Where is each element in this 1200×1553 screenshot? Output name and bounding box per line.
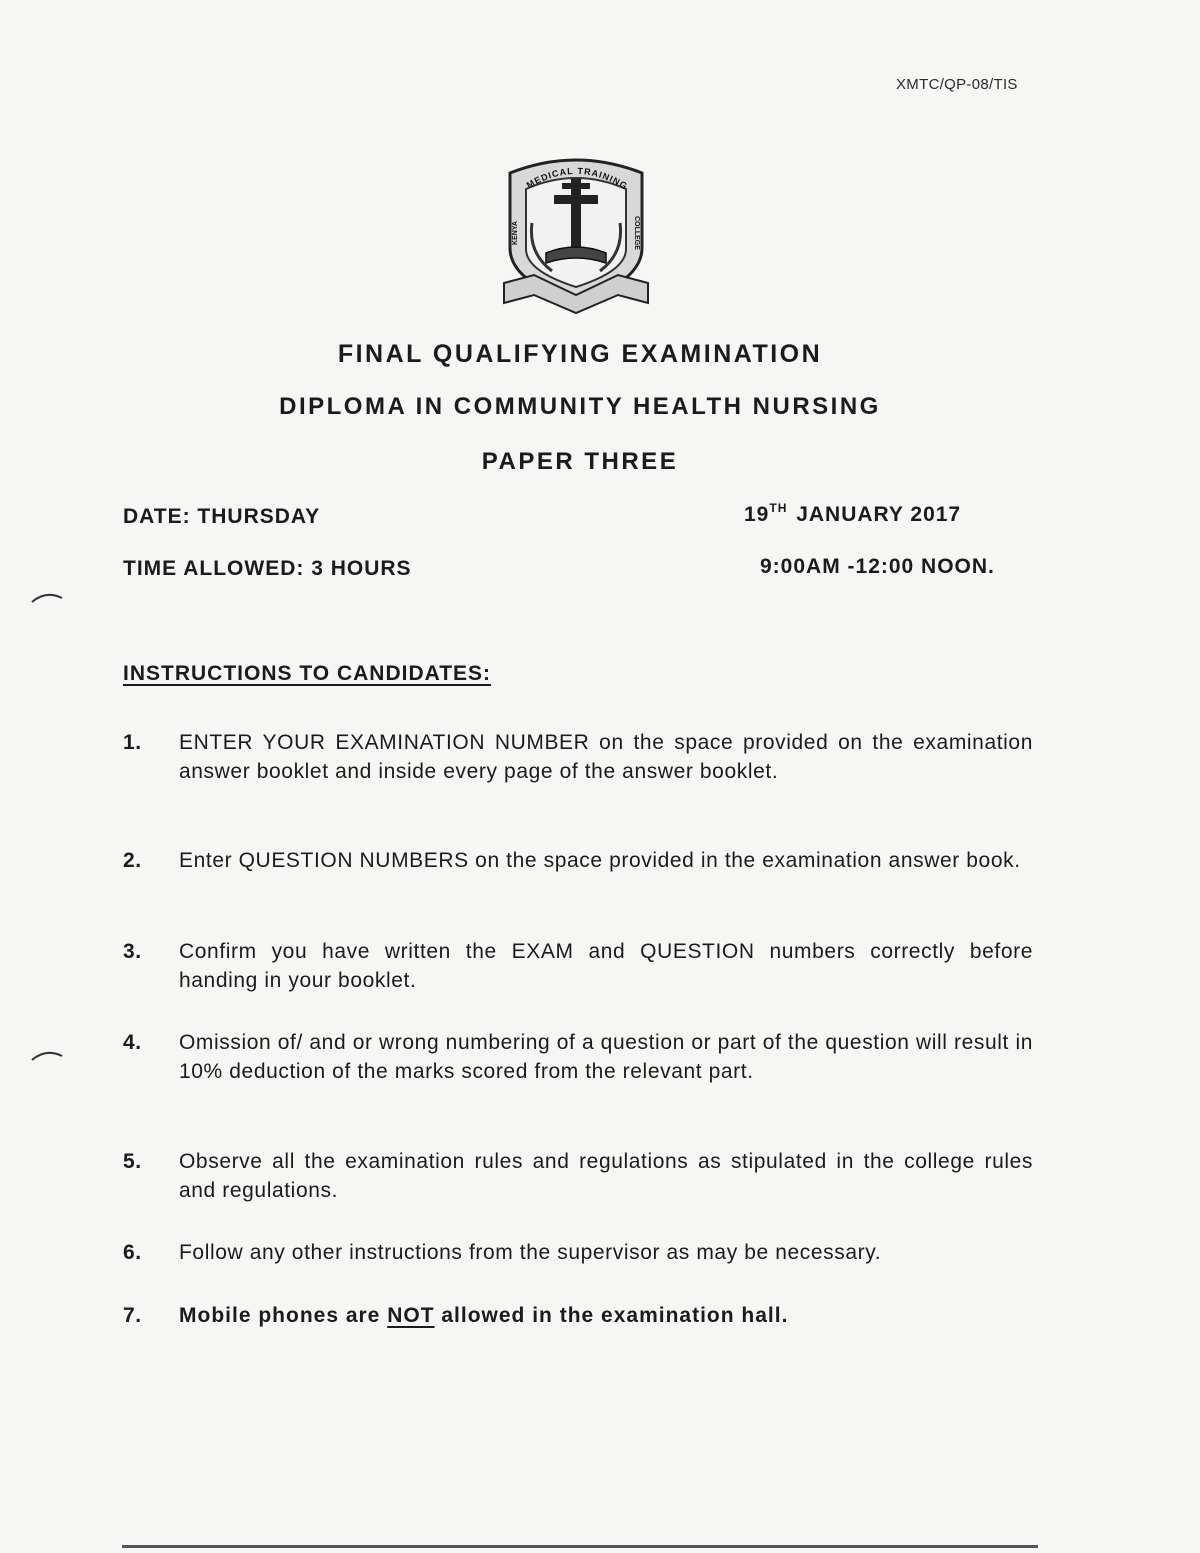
- instruction-text: Follow any other instructions from the supervisor as may be necessary.: [179, 1241, 882, 1264]
- programme-title: DIPLOMA IN COMMUNITY HEALTH NURSING: [279, 393, 881, 420]
- crest-logo: [500, 153, 652, 315]
- instruction-number: 5.: [123, 1150, 142, 1173]
- instruction-text-before: Mobile phones are: [179, 1304, 388, 1327]
- instruction-number: 3.: [123, 940, 142, 963]
- date-suffix: TH: [769, 501, 788, 515]
- instruction-item-2: [123, 846, 1033, 875]
- time-allowed: TIME ALLOWED: 3 HOURS: [123, 557, 412, 580]
- paper-title: PAPER THREE: [481, 448, 679, 475]
- punch-hole-mark: [30, 1048, 66, 1062]
- instruction-item-3: [123, 937, 1033, 995]
- instruction-text: Confirm you have written the EXAM and QUESTION numbers correctly before handing in your booklet.: [179, 940, 1033, 992]
- instruction-text: Omission of/ and or wrong numbering of a question or part of the question will result in 10% deduction of the marks scored from the relevant part.: [179, 1031, 1033, 1083]
- document-code: XMTC/QP-08/TIS: [896, 76, 1018, 93]
- instruction-number: 2.: [123, 849, 142, 872]
- instruction-text: ENTER YOUR EXAMINATION NUMBER on the space provided on the examination answer booklet and inside every page of the answer booklet.: [179, 731, 1033, 783]
- punch-hole-mark: [30, 590, 66, 604]
- instruction-item-1: [123, 728, 1033, 786]
- instruction-text: Observe all the examination rules and regulations as stipulated in the college rules and regulations.: [179, 1150, 1033, 1202]
- instruction-text-after: allowed in the examination hall.: [434, 1304, 789, 1327]
- crest-text-top: MEDICAL TRAINING: [524, 165, 630, 192]
- footer-rule: [122, 1545, 1038, 1548]
- instruction-number: 6.: [123, 1241, 142, 1264]
- date-label: DATE: THURSDAY: [123, 505, 321, 528]
- exam-title: FINAL QUALIFYING EXAMINATION: [337, 340, 823, 368]
- exam-time: 9:00AM -12:00 NOON.: [760, 555, 995, 578]
- crest-text-right: COLLEGE: [633, 216, 640, 250]
- crest-text-left: KENYA: [512, 221, 519, 245]
- instruction-number: 4.: [123, 1031, 142, 1054]
- instruction-number: 1.: [123, 731, 142, 754]
- instruction-text: Enter QUESTION NUMBERS on the space provided in the examination answer book.: [179, 849, 1021, 872]
- instruction-emphasis: NOT: [387, 1304, 435, 1327]
- date-day: 19: [744, 503, 770, 526]
- instruction-item-6: [123, 1238, 1033, 1267]
- instruction-item-7: [123, 1301, 1033, 1330]
- instruction-number: 7.: [123, 1304, 142, 1327]
- exam-date: [744, 501, 961, 527]
- instruction-item-4: [123, 1028, 1033, 1086]
- date-month-year: JANUARY 2017: [796, 503, 962, 526]
- instructions-heading: INSTRUCTIONS TO CANDIDATES:: [123, 662, 492, 685]
- instruction-text: [179, 1301, 1033, 1330]
- instruction-item-5: [123, 1147, 1033, 1205]
